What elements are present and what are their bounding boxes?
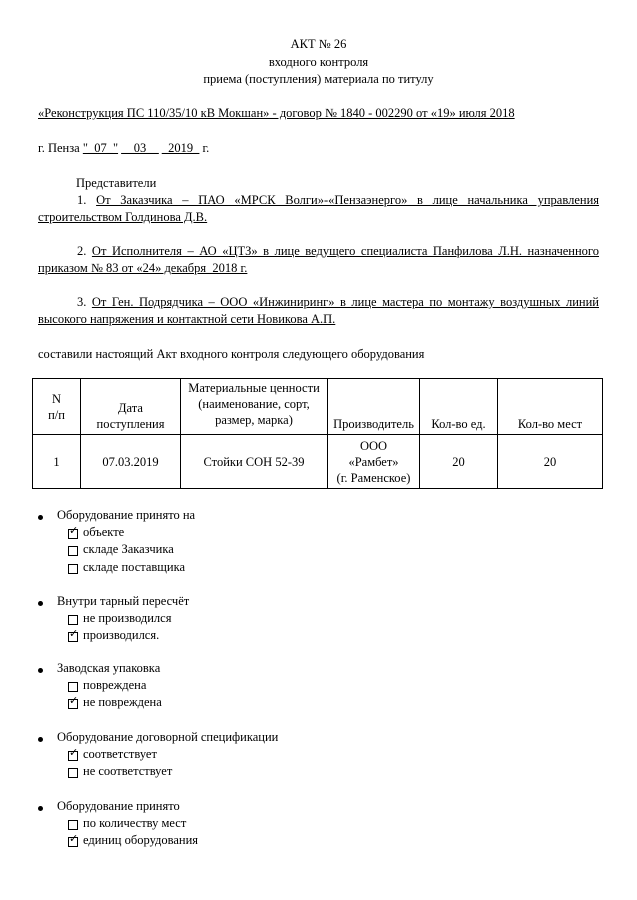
place-prefix: г. Пенза (38, 141, 83, 155)
representatives-heading: Представители (76, 176, 157, 190)
checkbox-checked[interactable] (68, 832, 79, 847)
checklist-title: Оборудование принято (57, 799, 180, 813)
place-date (38, 141, 209, 156)
checkbox-label: не производился (83, 611, 172, 626)
act-title: АКТ № 26 (290, 37, 347, 51)
representative-2-text: От Исполнителя – АО «ЦТЗ» в лице ведущего специалиста Панфилова Л.Н. назначенного (91, 244, 599, 258)
checklist-title: Внутри тарный пересчёт (57, 594, 190, 608)
header-material: Материальные ценности (наименование, сорт, размер, марка) (181, 379, 328, 435)
checkbox-label: производился. (83, 628, 160, 643)
checklist-title: Оборудование принято на (57, 508, 196, 522)
checkbox-label: повреждена (83, 678, 147, 693)
checkbox-checked[interactable] (68, 746, 79, 761)
representative-3-num: 3. (77, 295, 87, 309)
cell-num: 1 (33, 435, 81, 489)
representative-3-line1 (38, 295, 599, 310)
check-icon: ✓ (69, 694, 79, 708)
checkbox-label: складе Заказчика (83, 542, 174, 557)
bullet-icon (38, 601, 43, 606)
checkbox-label: не соответствует (83, 764, 173, 779)
representative-2-line1 (38, 244, 599, 259)
checkbox-checked[interactable] (68, 627, 79, 642)
date-month: __03__ (121, 141, 159, 155)
representative-1-text: От Заказчика – ПАО «МРСК Волги»-«Пензаэнерго» в лице начальника управления (96, 193, 600, 207)
check-icon: ✓ (69, 524, 79, 538)
table-header-row (33, 379, 603, 435)
cell-qty: 20 (420, 435, 498, 489)
checkbox-label: по количеству мест (83, 816, 187, 831)
checkbox-unchecked[interactable] (68, 768, 78, 778)
table-row (33, 435, 603, 489)
date-day: "_07_" (82, 141, 119, 155)
check-icon: ✓ (69, 746, 79, 760)
checklist-title: Заводская упаковка (57, 661, 161, 675)
header-qty: Кол-во ед. (420, 379, 498, 435)
representative-1-num: 1. (77, 193, 87, 207)
check-icon: ✓ (69, 627, 79, 641)
bullet-icon (38, 737, 43, 742)
bullet-icon (38, 668, 43, 673)
checklist-title: Оборудование договорной спецификации (57, 730, 279, 744)
header-num: N п/п (33, 379, 81, 435)
cell-date: 07.03.2019 (81, 435, 181, 489)
representative-3-line2: высокого напряжения и контактной сети Новикова А.П. (38, 312, 336, 326)
cell-material: Стойки СОН 52-39 (181, 435, 328, 489)
cell-places: 20 (498, 435, 603, 489)
representative-2-line2: приказом № 83 от «24» декабря_2018 г. (38, 261, 248, 275)
checkbox-unchecked[interactable] (68, 546, 78, 556)
checkbox-label: единиц оборудования (83, 833, 199, 848)
act-subtitle: входного контроля (268, 55, 369, 69)
representative-2-num: 2. (77, 244, 87, 258)
act-subtitle-2: приема (поступления) материала по титулу (203, 72, 434, 86)
intro-text: составили настоящий Акт входного контроля следующего оборудования (38, 347, 425, 361)
checkbox-unchecked[interactable] (68, 564, 78, 574)
checkbox-unchecked[interactable] (68, 682, 78, 692)
checkbox-checked[interactable] (68, 694, 79, 709)
checkbox-label: не повреждена (83, 695, 162, 710)
check-icon: ✓ (69, 832, 79, 846)
cell-maker: ООО «Рамбет» (г. Раменское) (328, 435, 420, 489)
project-line: «Реконструкция ПС 110/35/10 кВ Мокшан» - договор № 1840 - 002290 от «19» июля 2018 (38, 106, 515, 120)
bullet-icon (38, 515, 43, 520)
representative-3-text: От Ген. Подрядчика – ООО «Инжиниринг» в лице мастера по монтажу воздушных линий (91, 295, 599, 309)
representative-1-line1 (38, 193, 599, 208)
checkbox-label: соответствует (83, 747, 157, 762)
header-maker: Производитель (328, 379, 420, 435)
checkbox-unchecked[interactable] (68, 615, 78, 625)
place-suffix: г. (199, 141, 210, 155)
checkbox-unchecked[interactable] (68, 820, 78, 830)
date-year: _2019_ (161, 141, 200, 155)
checkbox-checked[interactable] (68, 524, 79, 539)
checkbox-label: объекте (83, 525, 125, 540)
checkbox-label: складе поставщика (83, 559, 186, 574)
bullet-icon (38, 806, 43, 811)
equipment-table (32, 378, 603, 489)
representative-1-line2: строительством Голдинова Д.В. (38, 210, 208, 224)
header-places: Кол-во мест (498, 379, 603, 435)
header-date: Дата поступления (81, 379, 181, 435)
